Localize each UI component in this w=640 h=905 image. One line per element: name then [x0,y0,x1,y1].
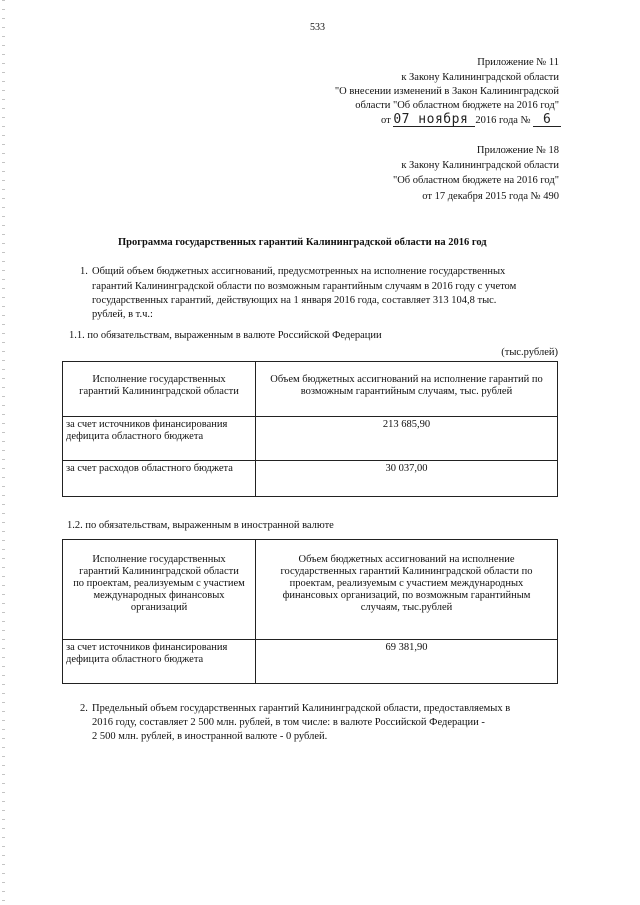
appendix-11-budget: области "Об областном бюджете на 2016 год" [355,100,559,111]
header-right-line: государственных гарантий Калининградской области по [280,566,533,577]
appendix-11-date-line [381,114,561,127]
row-value-cell [256,417,558,461]
row-value: 213 685,90 [382,419,431,430]
page-number: 533 [310,22,325,33]
row-value: 30 037,00 [385,463,428,474]
table-row [63,417,558,461]
item-2-line2: 2016 году, составляет 2 500 млн. рублей, в том числе: в валюте Российской Федерации - [92,717,485,728]
row-label-line: за счет источников финансирования [66,419,228,430]
header-right-line: Объем бюджетных ассигнований на исполнение гарантий по [270,374,543,385]
header-left-cell [63,540,256,640]
header-left-cell [63,362,256,417]
item-2-line3: 2 500 млн. рублей, в иностранной валюте - 0 рублей. [92,731,328,742]
item-1-line2: гарантий Калининградской области по возможным гарантийным случаям в 2016 году с учетом [92,281,517,292]
document-title: Программа государственных гарантий Калининградской области на 2016 год [118,237,487,248]
item-1-line3: государственных гарантий, действующих на 1 января 2016 года, составляет 313 104,8 тыс. [92,295,497,306]
item-1-number: 1. [80,266,88,277]
appendix-18-title: Приложение № 18 [476,145,559,156]
header-left-line: гарантий Калининградской области [79,566,239,577]
scan-edge-marks [2,0,5,905]
header-right-cell [256,362,558,417]
table-foreign-currency [62,539,558,684]
table-row [63,640,558,684]
handwritten-number: 6 [533,114,561,127]
header-left-line: Исполнение государственных [92,554,226,565]
appendix-18-budget: "Об областном бюджете на 2016 год" [392,175,559,186]
date-year: 2016 года № [475,115,531,126]
row-value-cell [256,461,558,497]
item-2-number: 2. [80,703,88,714]
header-left-line: по проектам, реализуемым с участием [73,578,245,589]
header-left-line: организаций [130,602,188,613]
appendix-11-amend: "О внесении изменений в Закон Калининградской [334,86,559,97]
item-1-2: 1.2. по обязательствам, выраженным в иностранной валюте [67,520,334,531]
appendix-11-law: к Закону Калининградской области [401,72,559,83]
item-1-line4: рублей, в т.ч.: [92,309,153,320]
appendix-18-date: от 17 декабря 2015 года № 490 [422,191,559,202]
header-right-line: Объем бюджетных ассигнований на исполнение [298,554,515,565]
row-label-cell [63,417,256,461]
unit-label: (тыс.рублей) [501,347,558,358]
header-right-line: случаям, тыс.рублей [360,602,453,613]
header-right-cell [256,540,558,640]
header-left-line: международных финансовых [93,590,225,601]
table-row [63,461,558,497]
handwritten-date: 07 ноября [393,114,475,127]
row-label-line: дефицита областного бюджета [66,654,204,665]
appendix-18-law: к Закону Калининградской области [401,160,559,171]
row-label-line: за счет расходов областного бюджета [66,463,233,474]
table-header-row [63,362,558,417]
row-value: 69 381,90 [385,642,428,653]
row-label-line: дефицита областного бюджета [66,431,204,442]
row-label-line: за счет источников финансирования [66,642,228,653]
header-right-line: финансовых организаций, по возможным гарантийным [282,590,531,601]
date-prefix: от [381,115,391,126]
header-left-line: гарантий Калининградской области [79,386,239,397]
appendix-11-title: Приложение № 11 [477,57,559,68]
item-2-line1: Предельный объем государственных гарантий Калининградской области, предоставляемых в [92,703,511,714]
item-1-line1: Общий объем бюджетных ассигнований, предусмотренных на исполнение государственных [92,266,506,277]
item-1-1: 1.1. по обязательствам, выраженным в валюте Российской Федерации [69,330,382,341]
header-left-line: Исполнение государственных [92,374,226,385]
row-value-cell [256,640,558,684]
table-header-row [63,540,558,640]
header-right-line: возможным гарантийным случаям, тыс. рублей [300,386,513,397]
header-right-line: проектам, реализуемым с участием международных [289,578,524,589]
row-label-cell [63,640,256,684]
table-rf-currency [62,361,558,497]
row-label-cell [63,461,256,497]
